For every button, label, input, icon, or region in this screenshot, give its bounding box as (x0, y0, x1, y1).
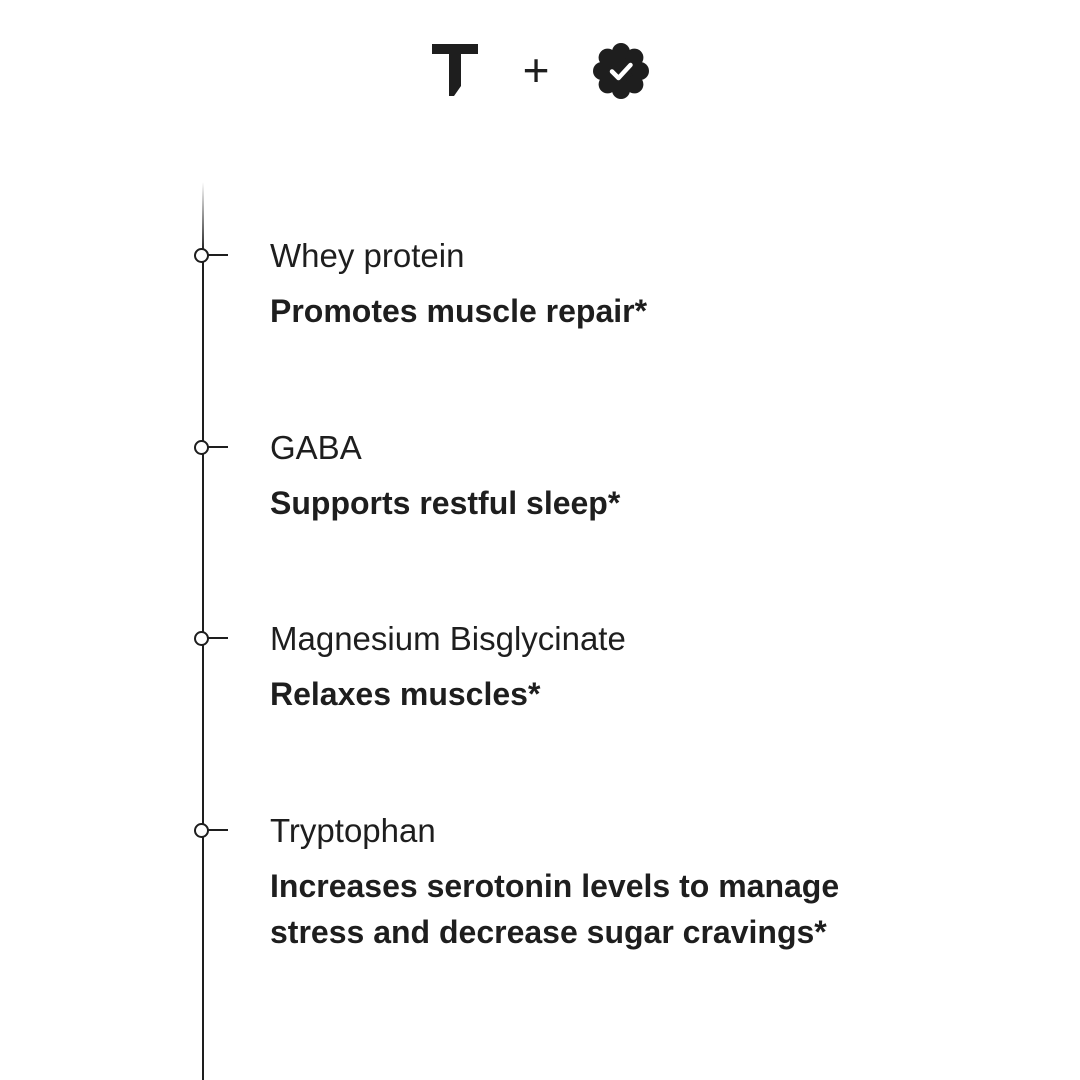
timeline-node-icon (194, 630, 234, 646)
node-dot (194, 440, 209, 455)
node-tick (208, 829, 228, 831)
ingredient-item (270, 428, 970, 526)
ingredient-item (270, 811, 910, 955)
node-dot (194, 823, 209, 838)
plus-sign: + (522, 44, 550, 96)
ingredient-benefit: Relaxes muscles* (270, 676, 541, 712)
timeline-node-icon (194, 439, 234, 455)
node-dot (194, 631, 209, 646)
node-tick (208, 446, 228, 448)
node-tick (208, 254, 228, 256)
node-dot (194, 248, 209, 263)
ingredient-item (270, 236, 970, 334)
ingredient-name: GABA (270, 429, 362, 466)
ingredient-item (270, 619, 970, 717)
ingredient-name: Whey protein (270, 237, 465, 274)
ingredient-name: Magnesium Bisglycinate (270, 620, 626, 657)
timeline-node-icon (194, 247, 234, 263)
ingredient-benefit: Promotes muscle repair* (270, 293, 648, 329)
node-tick (208, 637, 228, 639)
timeline-node-icon (194, 822, 234, 838)
ingredient-benefit: Increases serotonin levels to manage stress and decrease sugar cravings* (270, 868, 840, 950)
ingredient-name: Tryptophan (270, 812, 436, 849)
ingredient-benefit: Supports restful sleep* (270, 485, 621, 521)
